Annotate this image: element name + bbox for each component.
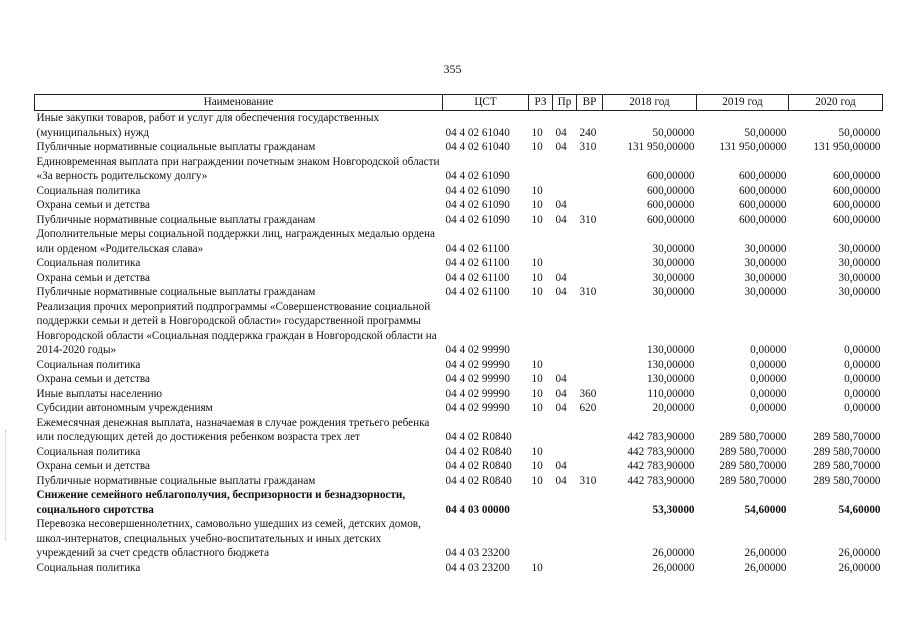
table-row — [35, 285, 883, 300]
cell-rz: 10 — [531, 474, 543, 487]
table-row — [35, 213, 883, 228]
cell-cst: 04 4 02 61100 — [445, 271, 510, 284]
cell-rz: 10 — [531, 387, 543, 400]
cell-vr: 310 — [579, 286, 597, 298]
cell-y2019: 0,00000 — [750, 344, 787, 356]
cell-y2020: 600,00000 — [832, 170, 881, 182]
cell-pr: 04 — [555, 373, 567, 385]
cell-cst: 04 4 02 99990 — [445, 373, 510, 385]
cell-y2019: 600,00000 — [738, 170, 787, 182]
column-header-rz: РЗ — [529, 95, 553, 111]
cell-rz: 10 — [531, 141, 543, 153]
cell-cst: 04 4 02 R0840 — [445, 460, 512, 472]
table-row — [35, 198, 883, 213]
cell-name: Социальная политика — [36, 445, 141, 458]
cell-y2019: 289 580,70000 — [719, 431, 787, 443]
table-row — [35, 300, 883, 358]
cell-y2018: 53,30000 — [652, 503, 695, 516]
cell-y2020: 30,00000 — [838, 257, 881, 269]
cell-y2019: 30,00000 — [744, 257, 787, 269]
cell-y2019: 289 580,70000 — [719, 460, 787, 472]
cell-y2020: 30,00000 — [838, 242, 881, 255]
cell-pr: 04 — [555, 460, 567, 472]
cell-rz — [529, 155, 553, 184]
table-row — [35, 416, 883, 445]
cell-name: Охрана семьи и детства — [36, 199, 150, 211]
cell-cst: 04 4 03 23200 — [445, 561, 510, 574]
table-row — [35, 140, 883, 155]
cell-pr: 04 — [555, 141, 567, 153]
cell-pr: 04 — [555, 199, 567, 211]
cell-name: Реализация прочих мероприятий подпрограммы «Совершенствование социальной поддержки семьи и детей в Новгородской области» государственной программы Новгородской области «Социальная поддержка граждан в Новгородской области на 2014-2020 годы» — [36, 300, 437, 356]
table-row — [35, 256, 883, 271]
cell-cst: 04 4 02 61090 — [445, 213, 510, 226]
cell-vr: 360 — [579, 387, 597, 400]
cell-cst: 04 4 03 00000 — [445, 503, 510, 516]
column-header-vr: ВР — [577, 95, 603, 111]
cell-y2018: 26,00000 — [652, 547, 695, 559]
cell-y2019: 0,00000 — [750, 373, 787, 385]
cell-cst: 04 4 02 61040 — [445, 126, 510, 139]
cell-rz: 10 — [531, 271, 543, 284]
cell-pr: 04 — [555, 387, 567, 400]
cell-name: Публичные нормативные социальные выплаты гражданам — [36, 474, 316, 487]
cell-vr — [577, 198, 603, 213]
cell-vr — [577, 155, 603, 184]
column-header-pr: Пр — [553, 95, 577, 111]
cell-vr — [577, 372, 603, 387]
cell-y2019: 0,00000 — [750, 358, 787, 371]
table-header-row — [35, 95, 883, 111]
cell-y2018: 30,00000 — [652, 257, 695, 269]
cell-cst: 04 4 02 99990 — [445, 358, 510, 371]
cell-y2020: 0,00000 — [844, 358, 881, 371]
cell-pr: 04 — [555, 271, 567, 284]
cell-vr: 620 — [579, 402, 597, 414]
cell-vr — [577, 256, 603, 271]
margin-mark — [5, 430, 8, 540]
cell-y2018: 30,00000 — [652, 271, 695, 284]
cell-y2018: 600,00000 — [646, 199, 695, 211]
cell-y2020: 289 580,70000 — [813, 474, 881, 487]
cell-y2020: 30,00000 — [838, 286, 881, 298]
cell-y2020: 54,60000 — [838, 503, 881, 516]
table-row — [35, 111, 883, 141]
cell-y2018: 600,00000 — [646, 170, 695, 182]
cell-rz: 10 — [531, 286, 543, 298]
cell-rz: 10 — [531, 199, 543, 211]
cell-y2018: 442 783,90000 — [627, 474, 695, 487]
cell-y2018: 130,00000 — [646, 358, 695, 371]
cell-vr — [577, 227, 603, 256]
cell-rz — [529, 416, 553, 445]
cell-y2020: 26,00000 — [838, 561, 881, 574]
cell-vr — [577, 358, 603, 373]
cell-name: Перевозка несовершеннолетних, самовольно ушедших из семей, детских домов, школ-интернатов, специальных учебно-воспитательных и иных детских учреждений за счет средств областного бюджета — [36, 518, 421, 559]
cell-name: Социальная политика — [36, 358, 141, 371]
cell-y2018: 30,00000 — [652, 286, 695, 298]
column-header-2018: 2018 год — [603, 95, 697, 111]
column-header-2019: 2019 год — [697, 95, 789, 111]
cell-pr: 04 — [555, 213, 567, 226]
cell-name: Иные выплаты населению — [36, 387, 162, 400]
cell-name: Публичные нормативные социальные выплаты гражданам — [36, 286, 316, 298]
cell-cst: 04 4 02 R0840 — [445, 445, 512, 458]
cell-name: Единовременная выплата при награждении почетным знаком Новгородской области «За верность родительскому долгу» — [36, 155, 440, 182]
cell-cst: 04 4 02 61090 — [445, 170, 510, 182]
cell-vr — [577, 488, 603, 517]
cell-y2018: 442 783,90000 — [627, 431, 695, 443]
cell-y2018: 130,00000 — [646, 344, 695, 356]
cell-cst: 04 4 03 23200 — [445, 547, 510, 559]
table-body — [35, 111, 883, 576]
cell-vr — [577, 517, 603, 561]
cell-vr — [577, 416, 603, 445]
column-header-name: Наименование — [35, 95, 443, 111]
cell-cst: 04 4 02 99990 — [445, 387, 510, 400]
cell-pr: 04 — [555, 286, 567, 298]
cell-rz: 10 — [531, 561, 543, 574]
cell-y2019: 0,00000 — [750, 402, 787, 414]
cell-pr — [553, 445, 577, 460]
page-number: 355 — [443, 62, 462, 76]
cell-y2018: 600,00000 — [646, 184, 695, 197]
cell-y2018: 50,00000 — [652, 126, 695, 139]
cell-rz: 10 — [531, 373, 543, 385]
cell-name: Ежемесячная денежная выплата, назначаемая в случае рождения третьего ребенка или последующих детей до достижения ребенком возраста трех лет — [36, 416, 430, 443]
cell-y2019: 30,00000 — [744, 271, 787, 284]
cell-pr: 04 — [555, 402, 567, 414]
cell-rz: 10 — [531, 257, 543, 269]
cell-pr — [553, 517, 577, 561]
cell-cst: 04 4 02 61100 — [445, 286, 510, 298]
cell-name: Социальная политика — [36, 257, 141, 269]
cell-y2020: 131 950,00000 — [813, 141, 881, 153]
column-header-cst: ЦСТ — [443, 95, 529, 111]
cell-cst: 04 4 02 61040 — [445, 141, 510, 153]
cell-vr — [577, 459, 603, 474]
cell-y2020: 289 580,70000 — [813, 431, 881, 443]
cell-y2020: 600,00000 — [832, 213, 881, 226]
table-row — [35, 459, 883, 474]
cell-rz: 10 — [531, 402, 543, 414]
table-row — [35, 387, 883, 402]
table-row — [35, 271, 883, 286]
cell-cst: 04 4 02 99990 — [445, 344, 510, 356]
cell-name: Иные закупки товаров, работ и услуг для обеспечения государственных (муниципальных) нужд — [36, 112, 380, 139]
table-row — [35, 155, 883, 184]
cell-pr — [553, 416, 577, 445]
cell-vr: 310 — [579, 141, 597, 153]
cell-y2018: 131 950,00000 — [627, 141, 695, 153]
column-header-2020: 2020 год — [789, 95, 883, 111]
cell-y2018: 26,00000 — [652, 561, 695, 574]
cell-pr — [553, 300, 577, 358]
cell-vr — [577, 300, 603, 358]
cell-pr — [553, 184, 577, 199]
cell-y2020: 289 580,70000 — [813, 460, 881, 472]
cell-cst: 04 4 02 61100 — [445, 242, 510, 255]
cell-name: Социальная политика — [36, 184, 141, 197]
cell-pr — [553, 561, 577, 576]
cell-y2019: 26,00000 — [744, 561, 787, 574]
cell-rz: 10 — [531, 460, 543, 472]
table-row — [35, 474, 883, 489]
cell-y2019: 0,00000 — [750, 387, 787, 400]
cell-rz: 10 — [531, 126, 543, 139]
cell-y2019: 50,00000 — [744, 126, 787, 139]
cell-rz: 10 — [531, 358, 543, 371]
cell-pr — [553, 488, 577, 517]
cell-y2020: 600,00000 — [832, 199, 881, 211]
cell-name: Субсидии автономным учреждениям — [36, 402, 213, 414]
table-row — [35, 517, 883, 561]
table-row — [35, 184, 883, 199]
cell-name: Снижение семейного неблагополучия, беспризорности и безнадзорности, социального сиротства — [36, 489, 406, 516]
cell-rz — [529, 227, 553, 256]
table-row — [35, 227, 883, 256]
table-row — [35, 561, 883, 576]
cell-name: Публичные нормативные социальные выплаты гражданам — [36, 141, 316, 153]
cell-y2019: 600,00000 — [738, 213, 787, 226]
cell-y2018: 110,00000 — [647, 387, 695, 400]
cell-name: Охрана семьи и детства — [36, 460, 150, 472]
cell-rz — [529, 488, 553, 517]
cell-y2019: 289 580,70000 — [719, 445, 787, 458]
cell-y2020: 289 580,70000 — [813, 445, 881, 458]
cell-y2018: 20,00000 — [652, 402, 695, 414]
cell-rz — [529, 517, 553, 561]
cell-vr — [577, 271, 603, 286]
cell-pr — [553, 227, 577, 256]
cell-cst: 04 4 02 61090 — [445, 184, 510, 197]
cell-rz: 10 — [531, 213, 543, 226]
cell-rz — [529, 300, 553, 358]
cell-y2018: 442 783,90000 — [627, 460, 695, 472]
cell-vr — [577, 184, 603, 199]
cell-vr — [577, 561, 603, 576]
cell-name: Охрана семьи и детства — [36, 271, 150, 284]
cell-vr: 310 — [579, 213, 597, 226]
cell-y2019: 26,00000 — [744, 547, 787, 559]
cell-vr: 240 — [579, 126, 597, 139]
cell-cst: 04 4 02 61090 — [445, 199, 510, 211]
cell-y2019: 600,00000 — [738, 199, 787, 211]
budget-table — [34, 94, 883, 575]
table-row — [35, 372, 883, 387]
cell-cst: 04 4 02 61100 — [445, 257, 510, 269]
cell-y2018: 442 783,90000 — [627, 445, 695, 458]
cell-rz: 10 — [531, 445, 543, 458]
cell-name: Публичные нормативные социальные выплаты гражданам — [36, 213, 316, 226]
cell-y2020: 0,00000 — [844, 387, 881, 400]
cell-y2019: 131 950,00000 — [719, 141, 787, 153]
cell-cst: 04 4 02 R0840 — [445, 474, 512, 487]
cell-pr — [553, 155, 577, 184]
cell-y2018: 30,00000 — [652, 242, 695, 255]
cell-pr — [553, 256, 577, 271]
cell-y2020: 0,00000 — [844, 402, 881, 414]
cell-cst: 04 4 02 99990 — [445, 402, 510, 414]
cell-vr: 310 — [579, 474, 597, 487]
cell-cst: 04 4 02 R0840 — [445, 431, 512, 443]
cell-y2018: 600,00000 — [646, 213, 695, 226]
cell-pr — [553, 358, 577, 373]
cell-y2019: 289 580,70000 — [719, 474, 787, 487]
cell-pr: 04 — [555, 474, 567, 487]
cell-y2019: 30,00000 — [744, 242, 787, 255]
cell-y2019: 54,60000 — [744, 503, 787, 516]
cell-y2020: 0,00000 — [844, 344, 881, 356]
cell-name: Социальная политика — [36, 561, 141, 574]
cell-name: Дополнительные меры социальной поддержки лиц, награжденных медалью ордена или орденом «Родительская слава» — [36, 228, 435, 255]
cell-y2020: 26,00000 — [838, 547, 881, 559]
table-row — [35, 445, 883, 460]
table-row — [35, 488, 883, 517]
table-row — [35, 358, 883, 373]
cell-y2018: 130,00000 — [646, 373, 695, 385]
cell-y2019: 600,00000 — [738, 184, 787, 197]
cell-y2019: 30,00000 — [744, 286, 787, 298]
cell-y2020: 30,00000 — [838, 271, 881, 284]
cell-name: Охрана семьи и детства — [36, 373, 150, 385]
cell-y2020: 50,00000 — [838, 126, 881, 139]
cell-vr — [577, 445, 603, 460]
cell-y2020: 0,00000 — [844, 373, 881, 385]
cell-y2020: 600,00000 — [832, 184, 881, 197]
cell-rz: 10 — [531, 184, 543, 197]
cell-pr: 04 — [555, 126, 567, 139]
table-row — [35, 401, 883, 416]
